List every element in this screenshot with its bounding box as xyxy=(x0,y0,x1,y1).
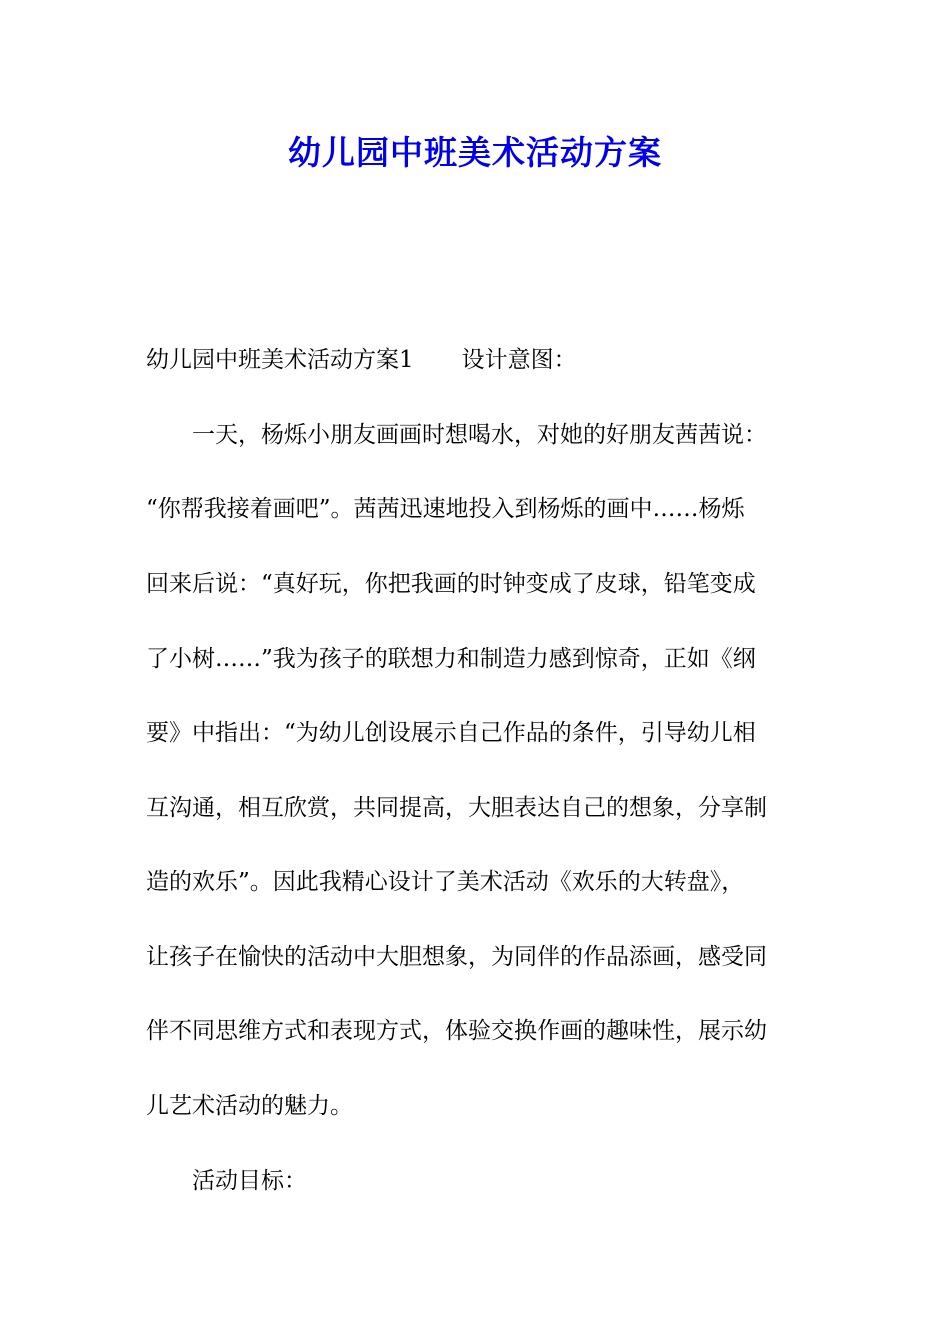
paragraph-line-4: 了小树……”我为孩子的联想力和制造力感到惊奇，正如《纲 xyxy=(146,646,756,672)
document-title: 幼儿园中班美术活动方案 xyxy=(288,133,662,172)
paragraph-line-2: “你帮我接着画吧”。茜茜迅速地投入到杨烁的画中……杨烁 xyxy=(146,496,745,522)
paragraph-line-9: 伴不同思维方式和表现方式，体验交换作画的趣味性，展示幼 xyxy=(146,1018,767,1044)
paragraph-line-7: 造的欢乐”。因此我精心设计了美术活动《欢乐的大转盘》， xyxy=(146,869,745,895)
paragraph-line-5: 要》中指出：“为幼儿创设展示自己作品的条件，引导幼儿相 xyxy=(146,720,756,746)
paragraph-line-1: 一天，杨烁小朋友画画时想喝水，对她的好朋友茜茜说： xyxy=(192,422,767,448)
section-heading-line xyxy=(146,343,806,377)
paragraph-line-6: 互沟通，相互欣赏，共同提高，大胆表达自己的想象，分享制 xyxy=(146,795,767,821)
goals-heading: 活动目标： xyxy=(192,1168,307,1194)
paragraph-line-8: 让孩子在愉快的活动中大胆想象，为同伴的作品添画，感受同 xyxy=(146,944,767,970)
section-heading: 幼儿园中班美术活动方案1 xyxy=(146,347,414,373)
section-subheading: 设计意图： xyxy=(461,347,577,373)
paragraph-line-3: 回来后说：“真好玩，你把我画的时钟变成了皮球，铅笔变成 xyxy=(146,571,756,597)
paragraph-line-10: 儿艺术活动的魅力。 xyxy=(146,1093,353,1119)
